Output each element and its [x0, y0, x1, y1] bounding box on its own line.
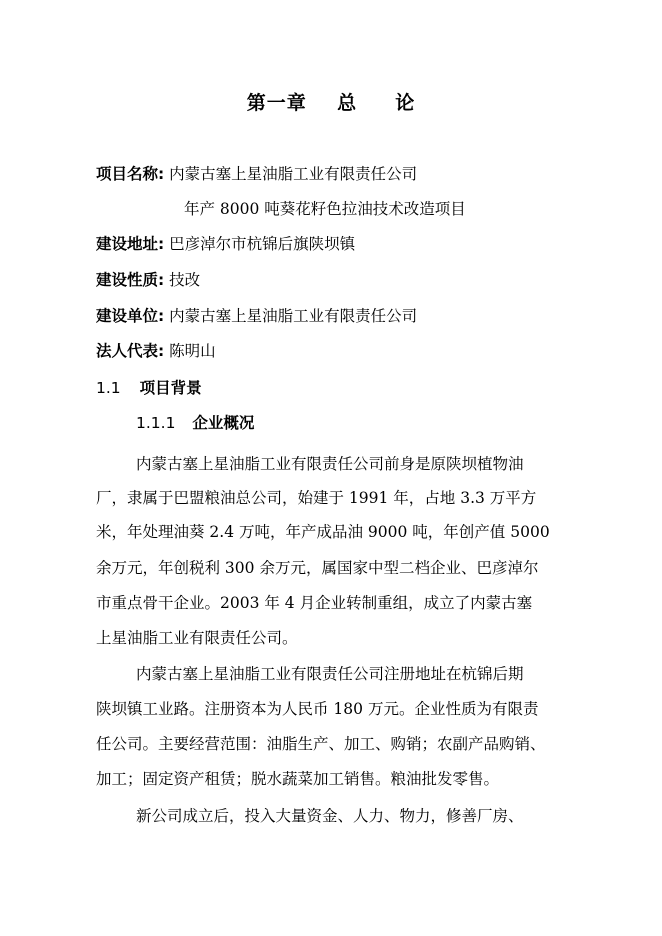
paragraph-line: 陕坝镇工业路。注册资本为人民币 180 万元。企业性质为有限责 — [96, 700, 539, 718]
chapter-title: 第一章 总 论 — [246, 92, 416, 114]
paragraph-line: 市重点骨干企业。2003 年 4 月企业转制重组，成立了内蒙古塞 — [96, 594, 533, 612]
paragraph-line: 内蒙古塞上星油脂工业有限责任公司注册地址在杭锦后期 — [136, 665, 524, 683]
address-value: 巴彦淖尔市杭锦后旗陕坝镇 — [169, 235, 356, 253]
nature-label: 建设性质: — [96, 271, 165, 289]
address-row — [96, 234, 355, 254]
paragraph-line: 新公司成立后，投入大量资金、人力、物力，修善厂房、 — [136, 807, 524, 825]
paragraph-line: 任公司。主要经营范围：油脂生产、加工、购销；农副产品购销、 — [96, 735, 546, 753]
section-heading-1-1 — [96, 376, 202, 398]
section-number: 1.1 — [96, 379, 121, 397]
subsection-title: 企业概况 — [192, 414, 255, 432]
project-name-row-2 — [184, 199, 466, 219]
section-heading-1-1-1 — [136, 411, 254, 433]
project-name-line1: 内蒙古塞上星油脂工业有限责任公司 — [169, 165, 418, 183]
project-name-label: 项目名称: — [96, 165, 165, 183]
unit-row — [96, 306, 417, 326]
nature-row — [96, 270, 200, 290]
paragraph-line: 余万元，年创税利 300 余万元，属国家中型二档企业、巴彦淖尔 — [96, 559, 539, 577]
nature-value: 技改 — [169, 271, 201, 289]
legal-row — [96, 341, 216, 361]
paragraph-line: 内蒙古塞上星油脂工业有限责任公司前身是原陕坝植物油 — [136, 455, 524, 473]
paragraph-line: 上星油脂工业有限责任公司。 — [96, 629, 298, 647]
paragraph-line: 厂，隶属于巴盟粮油总公司，始建于 1991 年，占地 3.3 万平方 — [96, 489, 537, 507]
project-name-row — [96, 164, 417, 184]
unit-label: 建设单位: — [96, 307, 165, 325]
project-name-line2: 年产 8000 吨葵花籽色拉油技术改造项目 — [184, 200, 466, 218]
section-title: 项目背景 — [139, 379, 202, 397]
legal-label: 法人代表: — [96, 342, 165, 360]
address-label: 建设地址: — [96, 235, 165, 253]
legal-value: 陈明山 — [169, 342, 216, 360]
paragraph-line: 加工；固定资产租赁；脱水蔬菜加工销售。粮油批发零售。 — [96, 770, 500, 788]
subsection-number: 1.1.1 — [136, 414, 176, 432]
unit-value: 内蒙古塞上星油脂工业有限责任公司 — [169, 307, 418, 325]
paragraph-line: 米，年处理油葵 2.4 万吨，年产成品油 9000 吨，年创产值 5000 — [96, 523, 550, 541]
